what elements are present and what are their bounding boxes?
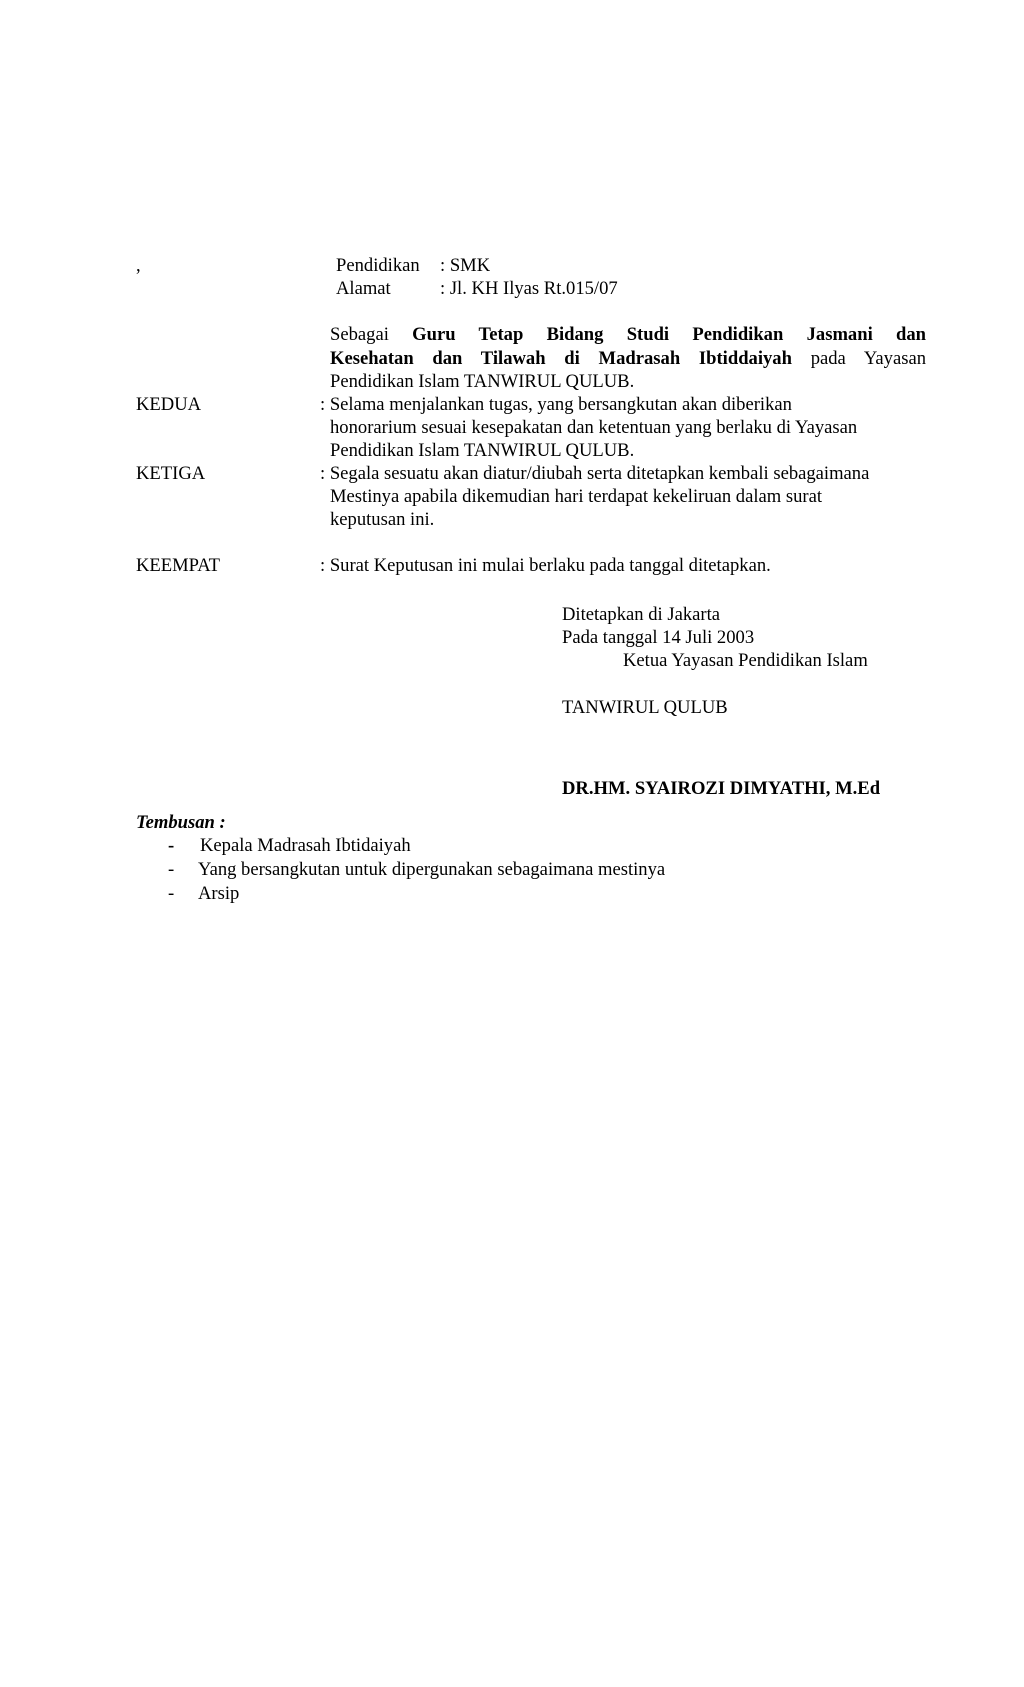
kedua-line-2: honorarium sesuai kesepakatan dan ketentuan yang berlaku di Yayasan	[330, 417, 858, 438]
kedua-line-1: : Selama menjalankan tugas, yang bersangkutan akan diberikan	[320, 394, 792, 415]
signature-place: Ditetapkan di Jakarta	[562, 604, 720, 625]
ketiga-label: KETIGA	[136, 463, 206, 484]
kedua-label: KEDUA	[136, 394, 202, 415]
tembusan-bullet-3: -	[168, 883, 175, 904]
tembusan-item-3: Arsip	[198, 883, 240, 904]
pertama-line-1	[330, 323, 926, 347]
top-mark: ,	[136, 255, 141, 276]
tembusan-item-2: Yang bersangkutan untuk dipergunakan sebagaimana mestinya	[198, 859, 666, 880]
tembusan-item-1: Kepala Madrasah Ibtidaiyah	[200, 835, 411, 856]
pertama-line-2	[330, 347, 926, 371]
pendidikan-label: Pendidikan	[336, 255, 420, 276]
keempat-label: KEEMPAT	[136, 555, 221, 576]
pertama-line-2-b: pada Yayasan	[810, 348, 926, 369]
ketiga-line-2: Mestinya apabila dikemudian hari terdapat kekeliruan dalam surat	[330, 486, 823, 507]
pertama-line-3: Pendidikan Islam TANWIRUL QULUB.	[330, 371, 635, 392]
signature-position: Ketua Yayasan Pendidikan Islam	[623, 650, 868, 671]
keempat-text: : Surat Keputusan ini mulai berlaku pada tanggal ditetapkan.	[320, 555, 771, 576]
pertama-line-2-a: Kesehatan dan Tilawah di Madrasah Ibtiddaiyah	[330, 348, 792, 369]
signature-date: Pada tanggal 14 Juli 2003	[562, 627, 755, 648]
tembusan-bullet-1: -	[168, 835, 175, 856]
signatory-name: DR.HM. SYAIROZI DIMYATHI, M.Ed	[562, 778, 881, 799]
pertama-line-1-a: Sebagai	[330, 324, 389, 345]
kedua-line-3: Pendidikan Islam TANWIRUL QULUB.	[330, 440, 635, 461]
pendidikan-value: : SMK	[440, 255, 491, 276]
signature-organization: TANWIRUL QULUB	[562, 697, 728, 718]
tembusan-bullet-2: -	[168, 859, 175, 880]
ketiga-line-1: : Segala sesuatu akan diatur/diubah serta ditetapkan kembali sebagaimana	[320, 463, 870, 484]
ketiga-line-3: keputusan ini.	[330, 509, 435, 530]
pertama-line-1-b: Guru Tetap Bidang Studi Pendidikan Jasmani dan	[412, 324, 926, 345]
alamat-label: Alamat	[336, 278, 391, 299]
tembusan-heading: Tembusan :	[136, 812, 226, 833]
alamat-value: : Jl. KH Ilyas Rt.015/07	[440, 278, 618, 299]
